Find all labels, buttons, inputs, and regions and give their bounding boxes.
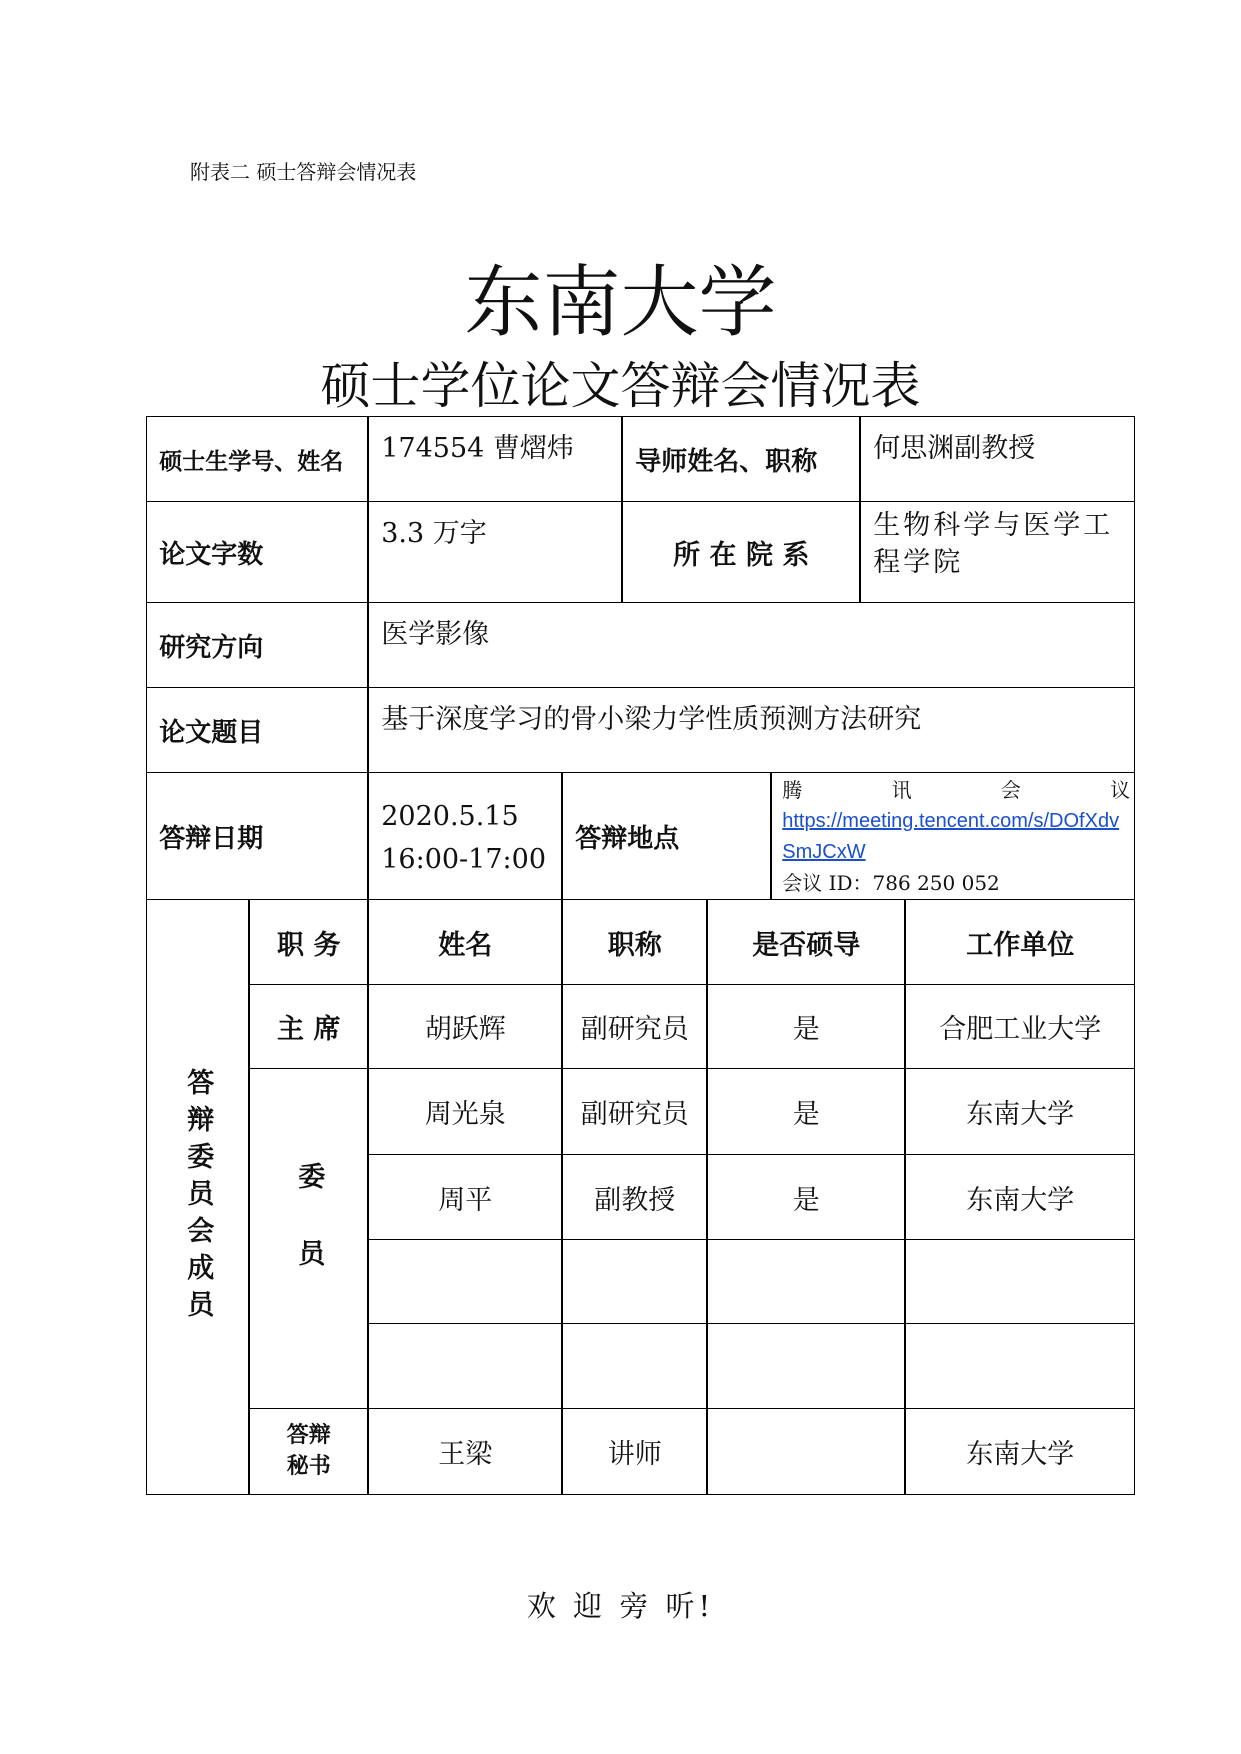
- committee-group-label: 答辩委员会成员: [146, 899, 249, 1495]
- header-title: 职称: [562, 899, 707, 985]
- member-name-cell: [368, 1239, 562, 1324]
- member-advisor-cell: 是: [707, 1068, 905, 1155]
- member-title-cell: [562, 1323, 707, 1409]
- time-value: 16:00-17:00: [381, 844, 546, 876]
- member-name-cell: 周光泉: [368, 1068, 562, 1155]
- member-title-cell: 讲师: [562, 1408, 707, 1495]
- advisor-value: 何思渊副教授: [860, 416, 1135, 502]
- member-unit-cell: 东南大学: [905, 1154, 1135, 1240]
- header-advisor: 是否硕导: [707, 899, 905, 985]
- meeting-link[interactable]: https://meeting.tencent.com/s/DOfXdvSmJCxW: [782, 810, 1120, 864]
- words-value: 3.3 万字: [368, 501, 622, 603]
- header-note: 附表二 硕士答辩会情况表: [190, 160, 417, 184]
- dept-value: 生物科学与医学工程学院: [860, 501, 1135, 603]
- header-name: 姓名: [368, 899, 562, 985]
- footer-welcome: 欢 迎 旁 听!: [526, 1589, 715, 1623]
- advisor-label: 导师姓名、职称: [622, 416, 860, 502]
- dept-label: 所 在 院 系: [622, 501, 860, 603]
- place-value: [771, 772, 1135, 900]
- direction-label: 研究方向: [146, 602, 368, 688]
- member-advisor-cell: 是: [707, 1154, 905, 1240]
- secretary-label: 答辩秘书: [249, 1408, 368, 1495]
- words-label: 论文字数: [146, 501, 368, 603]
- member-advisor-cell: [707, 1408, 905, 1495]
- student-label: 硕士生学号、姓名: [146, 416, 368, 502]
- member-title-cell: 副研究员: [562, 1068, 707, 1155]
- university-title: 东南大学: [464, 258, 777, 348]
- place-label: 答辩地点: [562, 772, 771, 900]
- member-unit-cell: 东南大学: [905, 1068, 1135, 1155]
- place-line1: 腾 讯 会 议: [782, 778, 1131, 803]
- header-role: 职 务: [249, 899, 368, 985]
- date-value: 2020.5.15: [381, 801, 519, 833]
- direction-value: 医学影像: [368, 602, 1135, 688]
- topic-label: 论文题目: [146, 687, 368, 773]
- member-advisor-cell: [707, 1323, 905, 1409]
- meeting-id: 会议 ID：786 250 052: [782, 871, 1000, 896]
- member-advisor-cell: [707, 1239, 905, 1324]
- member-label: 委员: [249, 1068, 368, 1409]
- member-name-cell: 周平: [368, 1154, 562, 1240]
- header-unit: 工作单位: [905, 899, 1135, 985]
- form-title: 硕士学位论文答辩会情况表: [320, 357, 921, 415]
- member-unit-cell: 东南大学: [905, 1408, 1135, 1495]
- chair-label: 主 席: [249, 984, 368, 1069]
- student-value: 174554 曹熠炜: [368, 416, 622, 502]
- member-name-cell: 胡跃辉: [368, 984, 562, 1069]
- member-title-cell: [562, 1239, 707, 1324]
- member-title-cell: 副教授: [562, 1154, 707, 1240]
- member-name-cell: [368, 1323, 562, 1409]
- member-name-cell: 王梁: [368, 1408, 562, 1495]
- member-advisor-cell: 是: [707, 984, 905, 1069]
- member-unit-cell: [905, 1239, 1135, 1324]
- date-label: 答辩日期: [146, 772, 368, 900]
- member-title-cell: 副研究员: [562, 984, 707, 1069]
- member-unit-cell: 合肥工业大学: [905, 984, 1135, 1069]
- topic-value: 基于深度学习的骨小梁力学性质预测方法研究: [368, 687, 1135, 773]
- member-unit-cell: [905, 1323, 1135, 1409]
- date-cell: [368, 772, 562, 900]
